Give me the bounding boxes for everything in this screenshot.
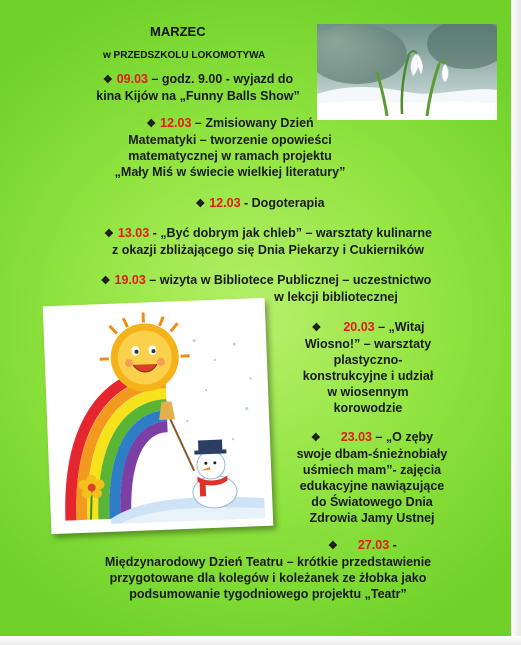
bullet-icon: ❖ [104,228,114,240]
event-27-03: ❖ 27.03 - Międzynarodowy Dzień Teatru – krótkie przedstawienie przygotowane dla kolegów i koleżanek ze żłobka jako podsumowanie tygodniowego projektu „Teatr” [104,538,432,601]
event-19-03: ❖ 19.03 – wizyta w Bibliotece Publicznej – uczestnictwo w lekcji bibliotecznej [100,273,432,304]
event-12-03-matematyka: ❖ 12.03 – Zmisiowany Dzień Matematyki – tworzenie opowieści matematycznej w ramach projektu „Mały Miś w świecie wielkiej literatury” [114,116,346,179]
bullet-icon: ❖ [328,540,338,552]
bullet-icon: ❖ [146,118,157,130]
bullet-icon: ❖ [195,198,206,210]
page-subtitle: w PRZEDSZKOLU LOKOMOTYWA [103,50,266,61]
event-23-03: ❖ 23.03 – „O zęby swoje dbam-śnieżnobiały uśmiech mam”- zajęcia edukacyjne nawiązujące do Światowego Dnia Zdrowia Jamy Ustnej [296,430,448,525]
event-20-03: ❖ 20.03 – „Witaj Wiosno!” – warsztaty plastyczno- konstrukcyjne i udział w wiosennym korowodzie [302,320,434,415]
page-edge [511,0,521,645]
spring-illustration [43,298,274,534]
event-13-03: ❖ 13.03 - „Być dobrym jak chleb” – warsztaty kulinarne z okazji zbliżającego się Dnia Piekarzy i Cukierników [104,226,432,257]
event-12-03-dogoterapia: ❖ 12.03 - Dogoterapia [195,196,325,210]
snowdrop-photo [317,24,497,120]
page-title: MARZEC [150,24,206,39]
page-bottom-edge [0,636,521,645]
bullet-icon: ❖ [102,74,113,86]
bullet-icon: ❖ [310,432,321,444]
bullet-icon: ❖ [311,322,322,334]
event-09-03: ❖ 09.03 – godz. 9.00 - wyjazd do kina Kijów na „Funny Balls Show” [96,72,300,103]
bullet-icon: ❖ [100,275,111,287]
